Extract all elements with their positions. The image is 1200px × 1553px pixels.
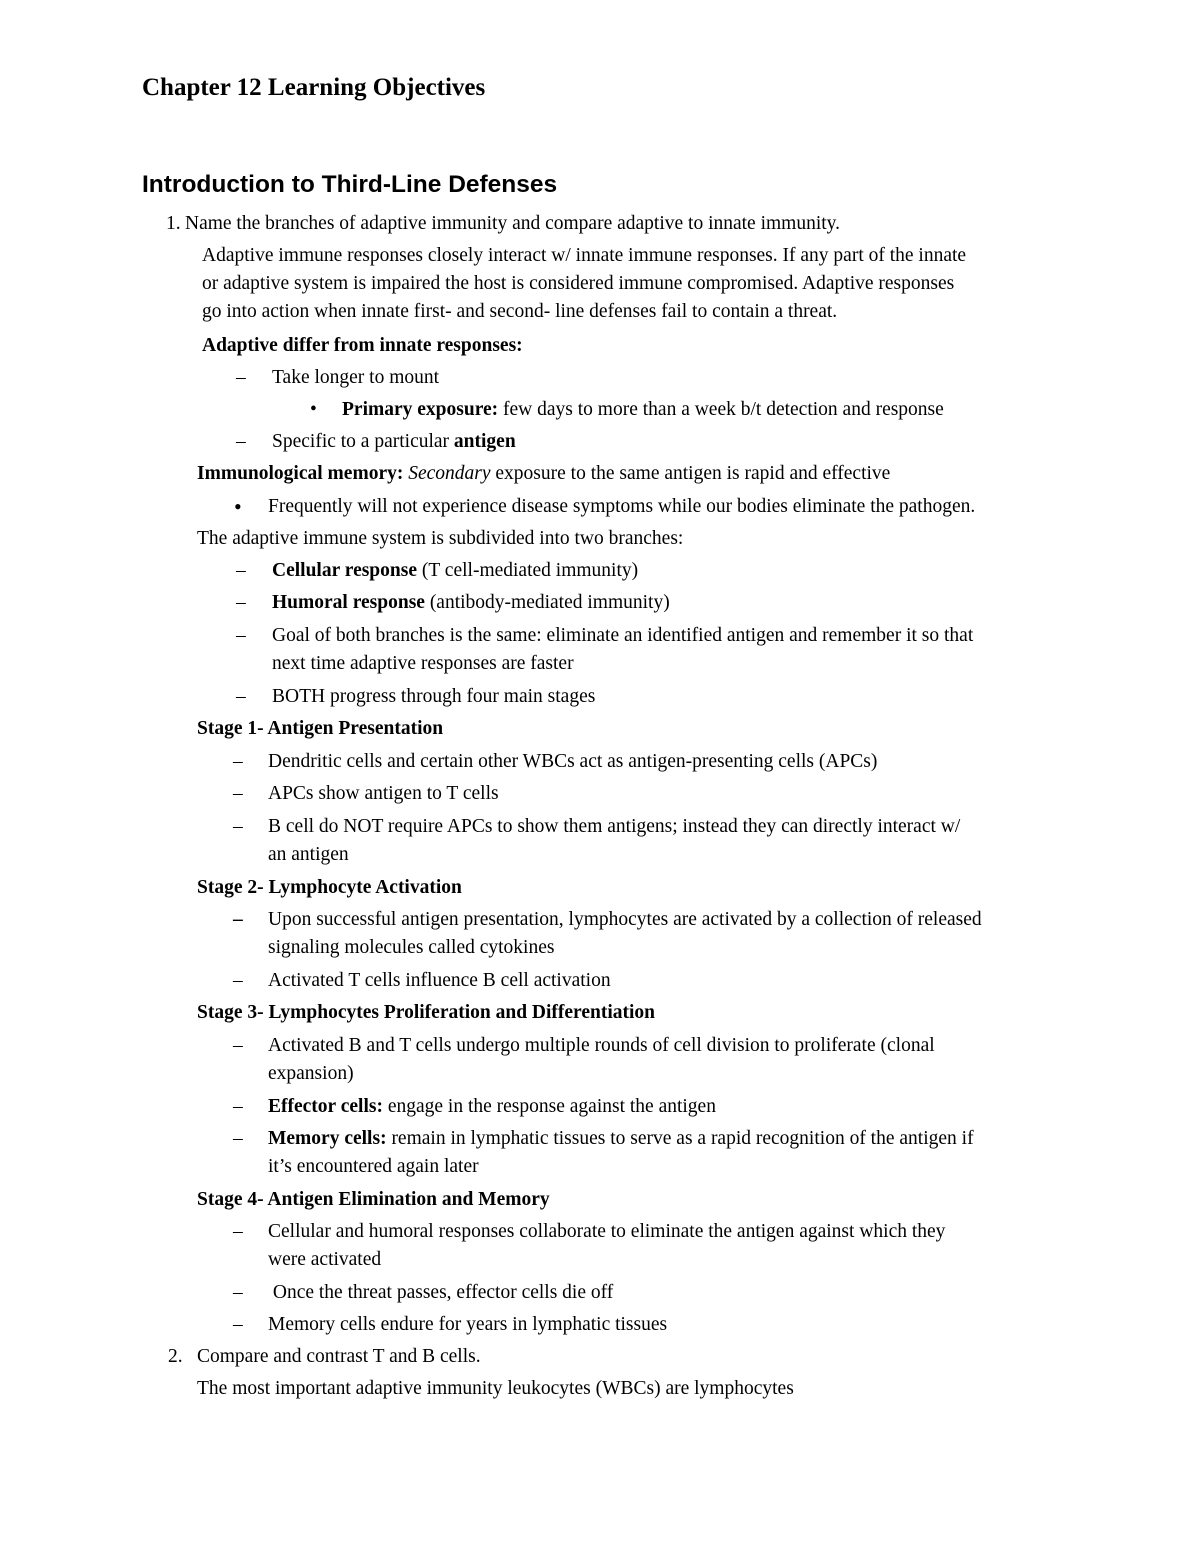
paragraph-line: Adaptive immune responses closely interact w/ innate immune responses. If any part of the innate bbox=[202, 245, 967, 266]
list-item: Activated T cells influence B cell activation bbox=[268, 970, 611, 991]
paragraph-line: The most important adaptive immunity leukocytes (WBCs) are lymphocytes bbox=[197, 1378, 794, 1399]
list-item: BOTH progress through four main stages bbox=[272, 686, 596, 707]
list-item: Memory cells endure for years in lymphatic tissues bbox=[268, 1314, 668, 1335]
list-item: Cellular and humoral responses collaborate to eliminate the antigen against which they bbox=[268, 1221, 946, 1242]
dash-marker: – bbox=[233, 970, 243, 991]
dash-marker: – bbox=[233, 751, 243, 772]
list-item: Cellular response (T cell-mediated immunity) bbox=[272, 560, 639, 581]
memory-line: Immunological memory: Secondary exposure to the same antigen is rapid and effective bbox=[197, 463, 891, 484]
list-item: B cell do NOT require APCs to show them antigens; instead they can directly interact w/ bbox=[268, 816, 961, 837]
dash-marker: – bbox=[233, 1096, 243, 1117]
list-item: Activated B and T cells undergo multiple rounds of cell division to proliferate (clonal bbox=[268, 1035, 935, 1056]
dash-marker: – bbox=[233, 1314, 243, 1335]
paragraph-line: go into action when innate first- and second- line defenses fail to contain a threat. bbox=[202, 301, 838, 322]
paragraph-line: or adaptive system is impaired the host is considered immune compromised. Adaptive responses bbox=[202, 273, 955, 294]
bullet-marker: • bbox=[234, 494, 242, 519]
list-number-1: 1. bbox=[166, 213, 181, 234]
dash-marker: – bbox=[233, 1035, 243, 1056]
dash-marker: – bbox=[233, 1221, 243, 1242]
list-number-2: 2. bbox=[168, 1346, 183, 1367]
bullet-marker: • bbox=[310, 399, 317, 420]
dash-marker: – bbox=[233, 783, 243, 804]
list-item: Upon successful antigen presentation, lymphocytes are activated by a collection of released bbox=[268, 909, 982, 930]
list-item-cont: an antigen bbox=[268, 844, 349, 865]
list-item: APCs show antigen to T cells bbox=[268, 783, 499, 804]
chapter-title: Chapter 12 Learning Objectives bbox=[142, 74, 486, 101]
subheading-differ: Adaptive differ from innate responses: bbox=[202, 335, 523, 356]
stage-3-heading: Stage 3- Lymphocytes Proliferation and Differentiation bbox=[197, 1002, 656, 1023]
dash-marker: – bbox=[233, 1282, 243, 1303]
dash-marker: – bbox=[236, 560, 246, 581]
question-1: Name the branches of adaptive immunity and compare adaptive to innate immunity. bbox=[185, 213, 841, 234]
list-item: Once the threat passes, effector cells die off bbox=[268, 1282, 614, 1303]
stage-2-heading: Stage 2- Lymphocyte Activation bbox=[197, 877, 462, 898]
list-item: Take longer to mount bbox=[272, 367, 440, 388]
dash-marker: – bbox=[236, 592, 246, 613]
list-item-cont: next time adaptive responses are faster bbox=[272, 653, 574, 674]
list-item: Humoral response (antibody-mediated immunity) bbox=[272, 592, 670, 613]
list-item: Frequently will not experience disease symptoms while our bodies eliminate the pathogen. bbox=[268, 496, 976, 517]
dash-marker: – bbox=[233, 909, 243, 930]
paragraph-line: The adaptive immune system is subdivided into two branches: bbox=[197, 528, 684, 549]
dash-marker: – bbox=[236, 625, 246, 646]
list-item-cont: expansion) bbox=[268, 1063, 354, 1084]
stage-1-heading: Stage 1- Antigen Presentation bbox=[197, 718, 444, 739]
stage-4-heading: Stage 4- Antigen Elimination and Memory bbox=[197, 1189, 550, 1210]
list-item: Goal of both branches is the same: eliminate an identified antigen and remember it so that bbox=[272, 625, 974, 646]
list-item-cont: were activated bbox=[268, 1249, 382, 1270]
list-item: Primary exposure: few days to more than a week b/t detection and response bbox=[342, 399, 944, 420]
dash-marker: – bbox=[233, 1128, 243, 1149]
list-item: Dendritic cells and certain other WBCs act as antigen-presenting cells (APCs) bbox=[268, 751, 878, 772]
list-item: Effector cells: engage in the response against the antigen bbox=[268, 1096, 716, 1117]
list-item: Memory cells: remain in lymphatic tissues to serve as a rapid recognition of the antigen if bbox=[268, 1128, 974, 1149]
dash-marker: – bbox=[236, 367, 246, 388]
list-item-cont: it’s encountered again later bbox=[268, 1156, 479, 1177]
section-heading: Introduction to Third-Line Defenses bbox=[142, 171, 558, 198]
dash-marker: – bbox=[236, 686, 246, 707]
dash-marker: – bbox=[236, 431, 246, 452]
list-item: Specific to a particular antigen bbox=[272, 431, 516, 452]
question-2: Compare and contrast T and B cells. bbox=[197, 1346, 481, 1367]
dash-marker: – bbox=[233, 816, 243, 837]
list-item-cont: signaling molecules called cytokines bbox=[268, 937, 555, 958]
